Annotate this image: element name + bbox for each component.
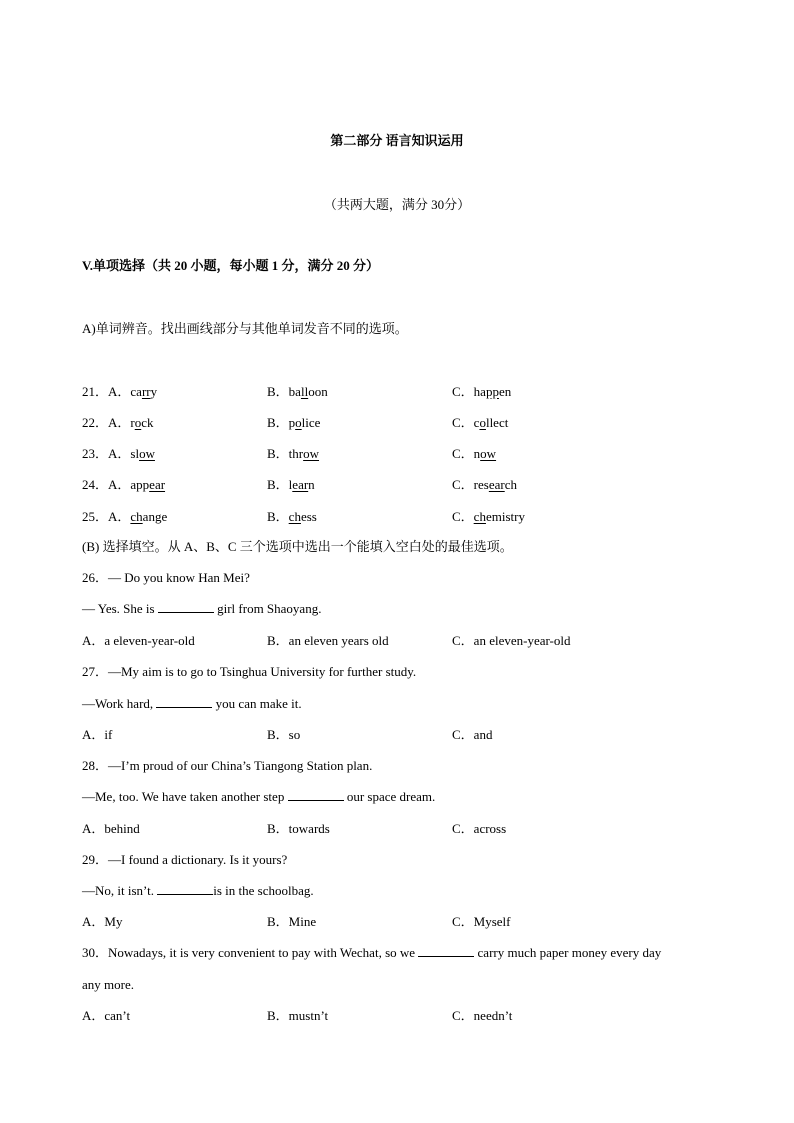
q26-line2: — Yes. She is girl from Shaoyang. (82, 601, 322, 616)
q28-line2: —Me, too. We have taken another step our space dream. (82, 789, 436, 804)
part-subtitle: （共两大题，满分 30分） (323, 197, 471, 212)
part-title: 第二部分 语言知识运用 (330, 133, 464, 148)
option-c: C．chemistry (452, 509, 525, 524)
q30-option-b: B．mustn’t (267, 1008, 329, 1023)
q27-option-c: C．and (452, 727, 493, 742)
option-c: C．research (452, 477, 517, 492)
q28-option-a: A．behind (82, 821, 140, 836)
option-c: C．happen (452, 384, 512, 399)
q27-line1: 27．—My aim is to go to Tsinghua University for further study. (82, 664, 417, 679)
question-number: 22．A．rock (82, 415, 154, 430)
section-v-title: V.单项选择（共 20 小题，每小题 1 分，满分 20 分） (82, 258, 379, 273)
q29-option-a: A．My (82, 914, 123, 929)
question-number: 25．A．change (82, 509, 168, 524)
q26-option-b: B．an eleven years old (267, 633, 389, 648)
q26-line1: 26．— Do you know Han Mei? (82, 570, 250, 585)
option-c: C．now (452, 446, 497, 461)
q29-option-c: C．Myself (452, 914, 511, 929)
q29-line2: —No, it isn’t. is in the schoolbag. (82, 883, 314, 898)
q26-option-a: A．a eleven-year-old (82, 633, 195, 648)
answer-blank (158, 600, 214, 613)
q27-option-b: B．so (267, 727, 301, 742)
q30-line1: 30．Nowadays, it is very convenient to pay with Wechat, so we carry much paper money every day (82, 945, 662, 960)
q30-option-a: A．can’t (82, 1008, 131, 1023)
answer-blank (418, 944, 474, 957)
question-number: 23．A．slow (82, 446, 155, 461)
q30-option-c: C．needn’t (452, 1008, 513, 1023)
q29-line1: 29．—I found a dictionary. Is it yours? (82, 852, 288, 867)
answer-blank (156, 695, 212, 708)
q28-option-b: B．towards (267, 821, 330, 836)
q28-line1: 28．—I’m proud of our China’s Tiangong Station plan. (82, 758, 373, 773)
answer-blank (288, 788, 344, 801)
option-b: B．throw (267, 446, 320, 461)
q27-option-a: A．if (82, 727, 113, 742)
part-b-instruction: (B) 选择填空。从 A、B、C 三个选项中选出一个能填入空白处的最佳选项。 (82, 539, 513, 554)
question-number: 21．A．carry (82, 384, 158, 399)
option-b: B．balloon (267, 384, 328, 399)
part-a-instruction: A)单词辨音。找出画线部分与其他单词发音不同的选项。 (82, 321, 408, 336)
option-b: B．chess (267, 509, 317, 524)
option-b: B．police (267, 415, 321, 430)
q28-option-c: C．across (452, 821, 507, 836)
q29-option-b: B．Mine (267, 914, 317, 929)
q30-line2: any more. (82, 977, 134, 992)
option-b: B．learn (267, 477, 315, 492)
q27-line2: —Work hard, you can make it. (82, 696, 302, 711)
q26-option-c: C．an eleven-year-old (452, 633, 571, 648)
answer-blank (157, 882, 213, 895)
question-number: 24．A．appear (82, 477, 166, 492)
option-c: C．collect (452, 415, 509, 430)
